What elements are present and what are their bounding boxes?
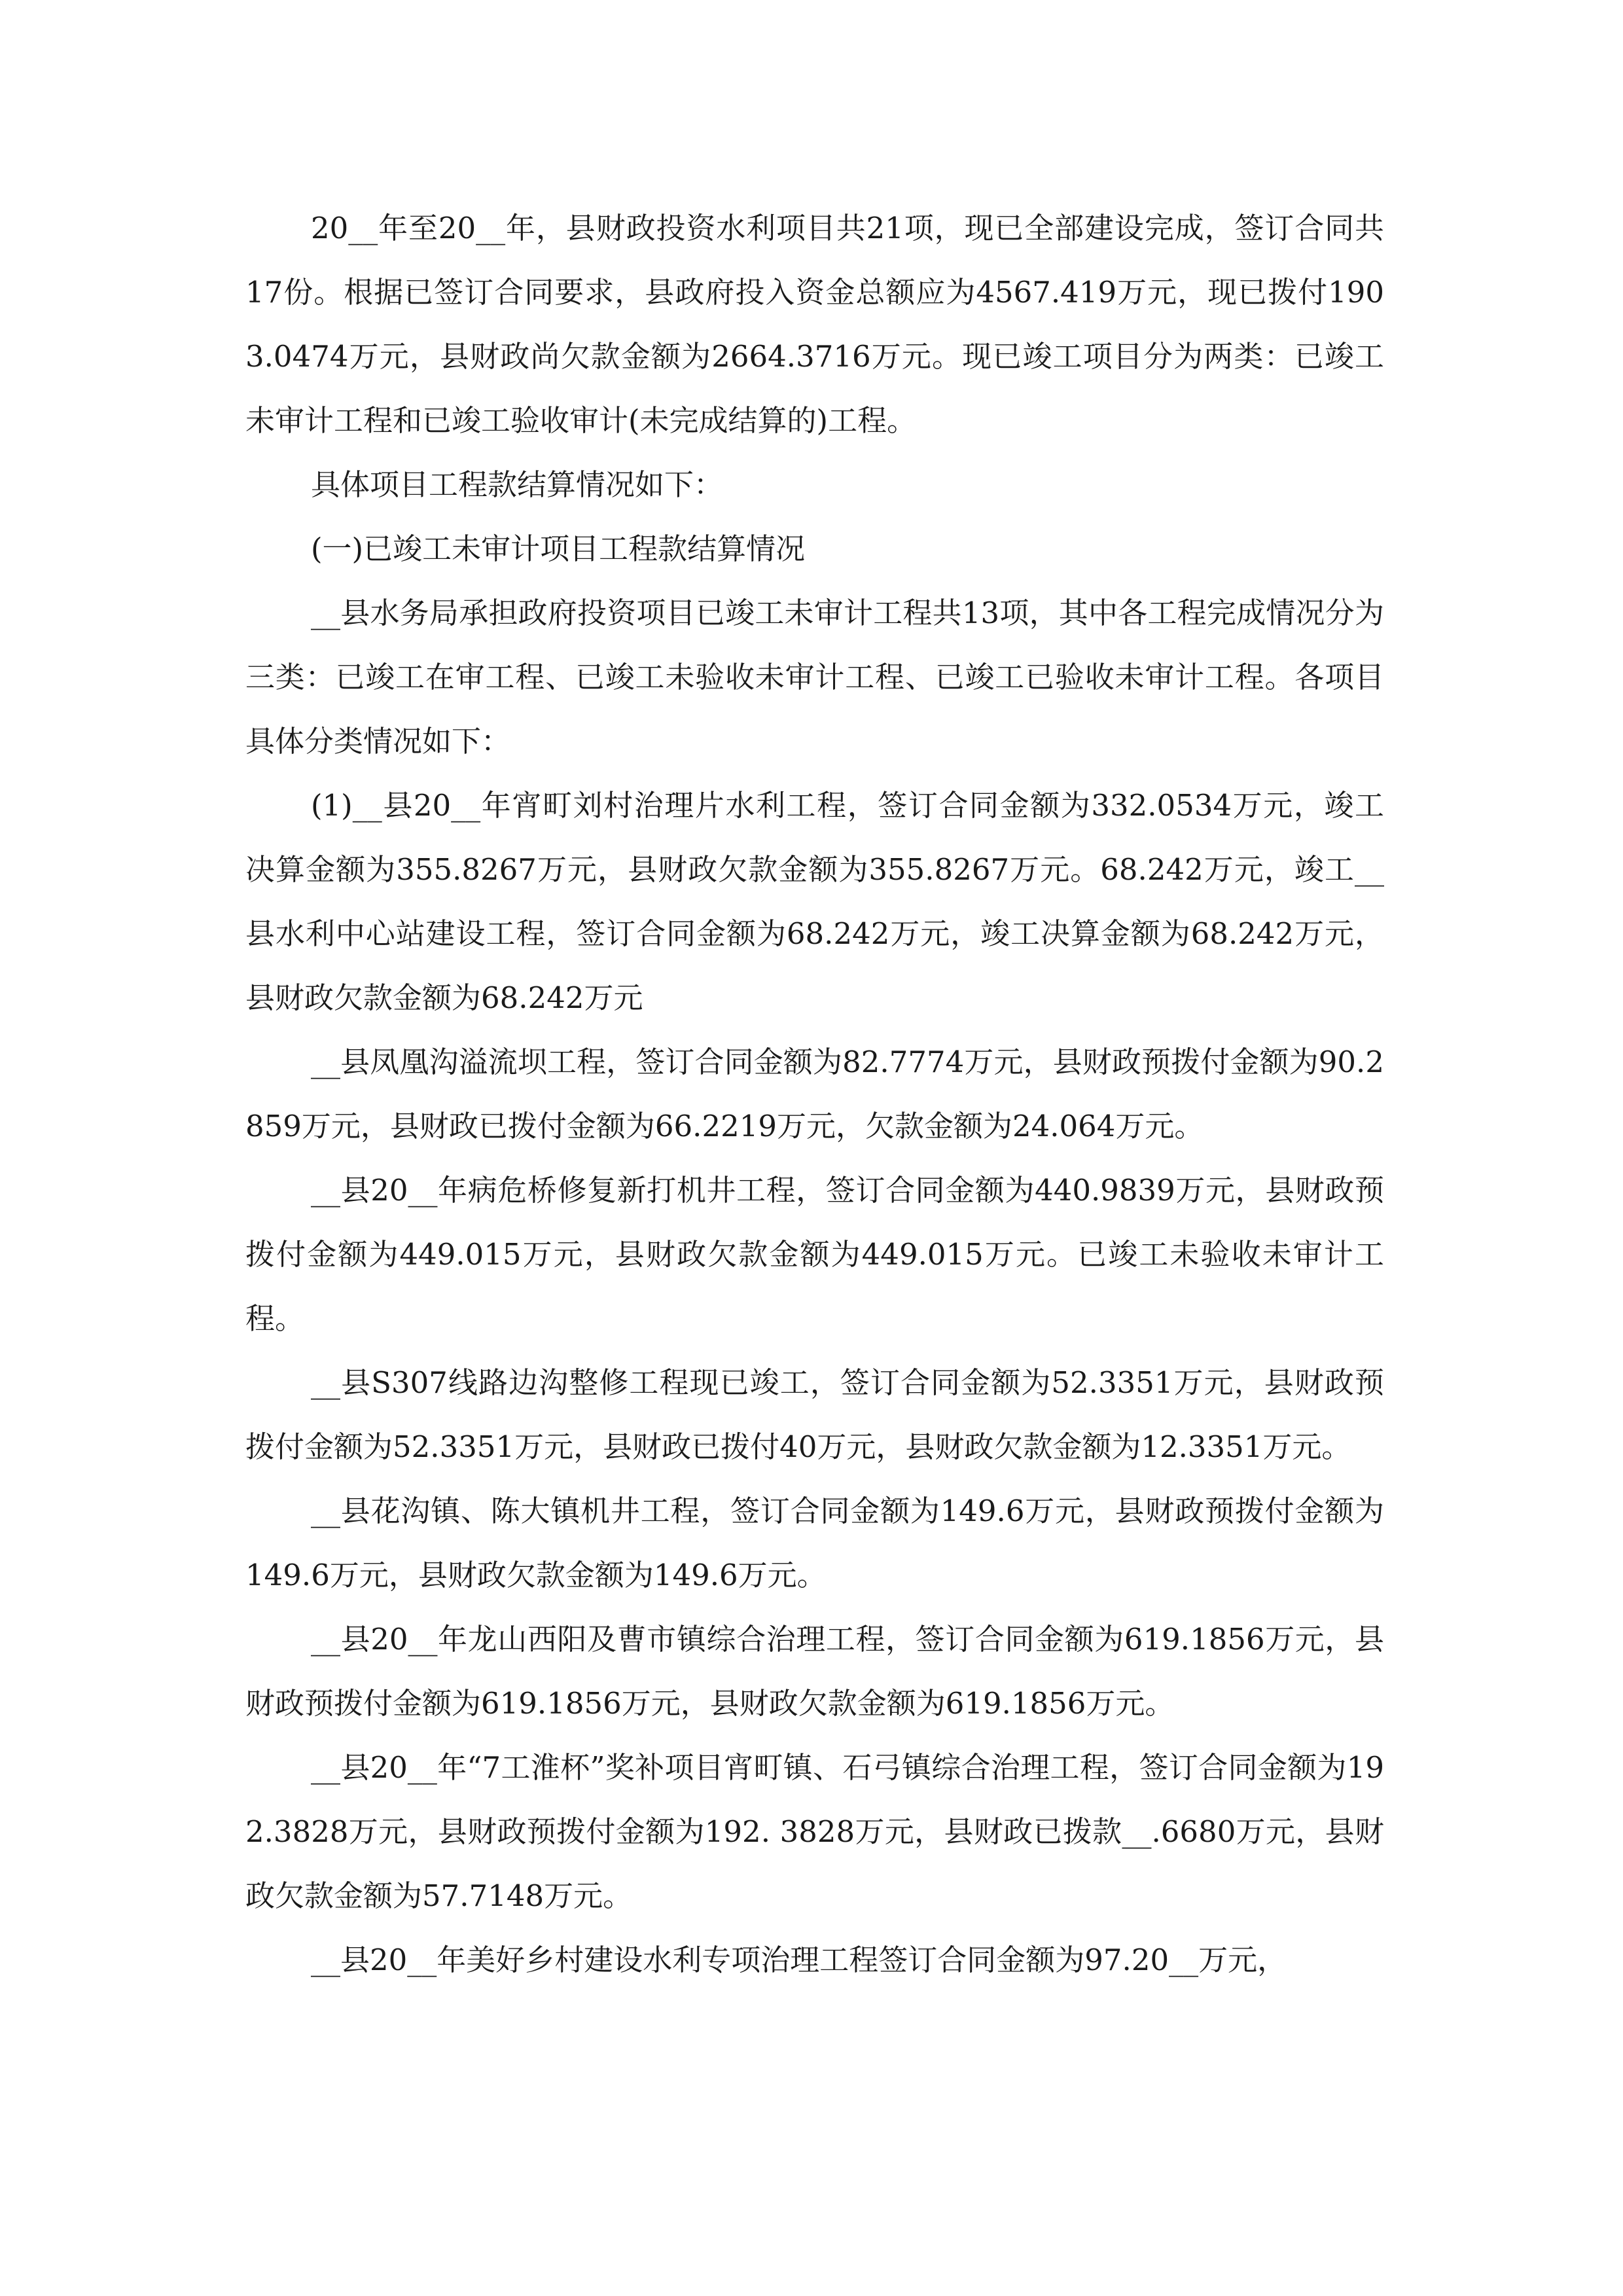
paragraph-item: __县20__年龙山西阳及曹市镇综合治理工程，签订合同金额为619.1856万元，县财政预拨付金额为619.1856万元，县财政欠款金额为619.1856万元。 bbox=[245, 1622, 1384, 1721]
paragraph-item: __县凤凰沟溢流坝工程，签订合同金额为82.7774万元，县财政预拨付金额为90.2859万元，县财政已拨付金额为66.2219万元，欠款金额为24.064万元。 bbox=[245, 1045, 1384, 1143]
paragraph-item: __县20__年美好乡村建设水利专项治理工程签订合同金额为97.20__万元， bbox=[311, 1943, 1287, 1977]
paragraph-summary: 20__年至20__年，县财政投资水利项目共21项，现已全部建设完成，签订合同共17份。根据已签订合同要求，县政府投入资金总额应为4567.419万元，现已拨付1903.0474万元，县财政尚欠款金额为2664.3716万元。现已竣工项目分为两类：已竣工未审计工程和已竣工验收审计(未完成结算的)工程。 bbox=[245, 211, 1384, 438]
paragraph-classification: __县水务局承担政府投资项目已竣工未审计工程共13项，其中各工程完成情况分为三类：已竣工在审工程、已竣工未验收未审计工程、已竣工已验收未审计工程。各项目具体分类情况如下： bbox=[245, 596, 1384, 759]
paragraph-item: __县花沟镇、陈大镇机井工程，签订合同金额为149.6万元，县财政预拨付金额为149.6万元，县财政欠款金额为149.6万元。 bbox=[245, 1494, 1384, 1592]
paragraph-intro: 具体项目工程款结算情况如下： bbox=[311, 467, 724, 502]
document-page bbox=[245, 196, 1384, 1992]
paragraph-item: __县20__年病危桥修复新打机井工程，签订合同金额为440.9839万元，县财政预拨付金额为449.015万元，县财政欠款金额为449.015万元。已竣工未验收未审计工程。 bbox=[245, 1173, 1384, 1336]
paragraph-item: (1)__县20__年宵町刘村治理片水利工程，签订合同金额为332.0534万元，竣工决算金额为355.8267万元，县财政欠款金额为355.8267万元。68.242万元，竣工__县水利中心站建设工程，签订合同金额为68.242万元，竣工决算金额为68.242万元，县财政欠款金额为68.242万元 bbox=[245, 788, 1384, 1015]
section-heading: (一)已竣工未审计项目工程款结算情况 bbox=[311, 531, 806, 566]
paragraph-item: __县20__年“7工淮杯”奖补项目宵町镇、石弓镇综合治理工程，签订合同金额为192.3828万元，县财政预拨付金额为192. 3828万元，县财政已拨款__.6680万元，县财政欠款金额为57.7148万元。 bbox=[245, 1750, 1384, 1913]
paragraph-item: __县S307线路边沟整修工程现已竣工，签订合同金额为52.3351万元，县财政预拨付金额为52.3351万元，县财政已拨付40万元，县财政欠款金额为12.3351万元。 bbox=[245, 1365, 1384, 1464]
